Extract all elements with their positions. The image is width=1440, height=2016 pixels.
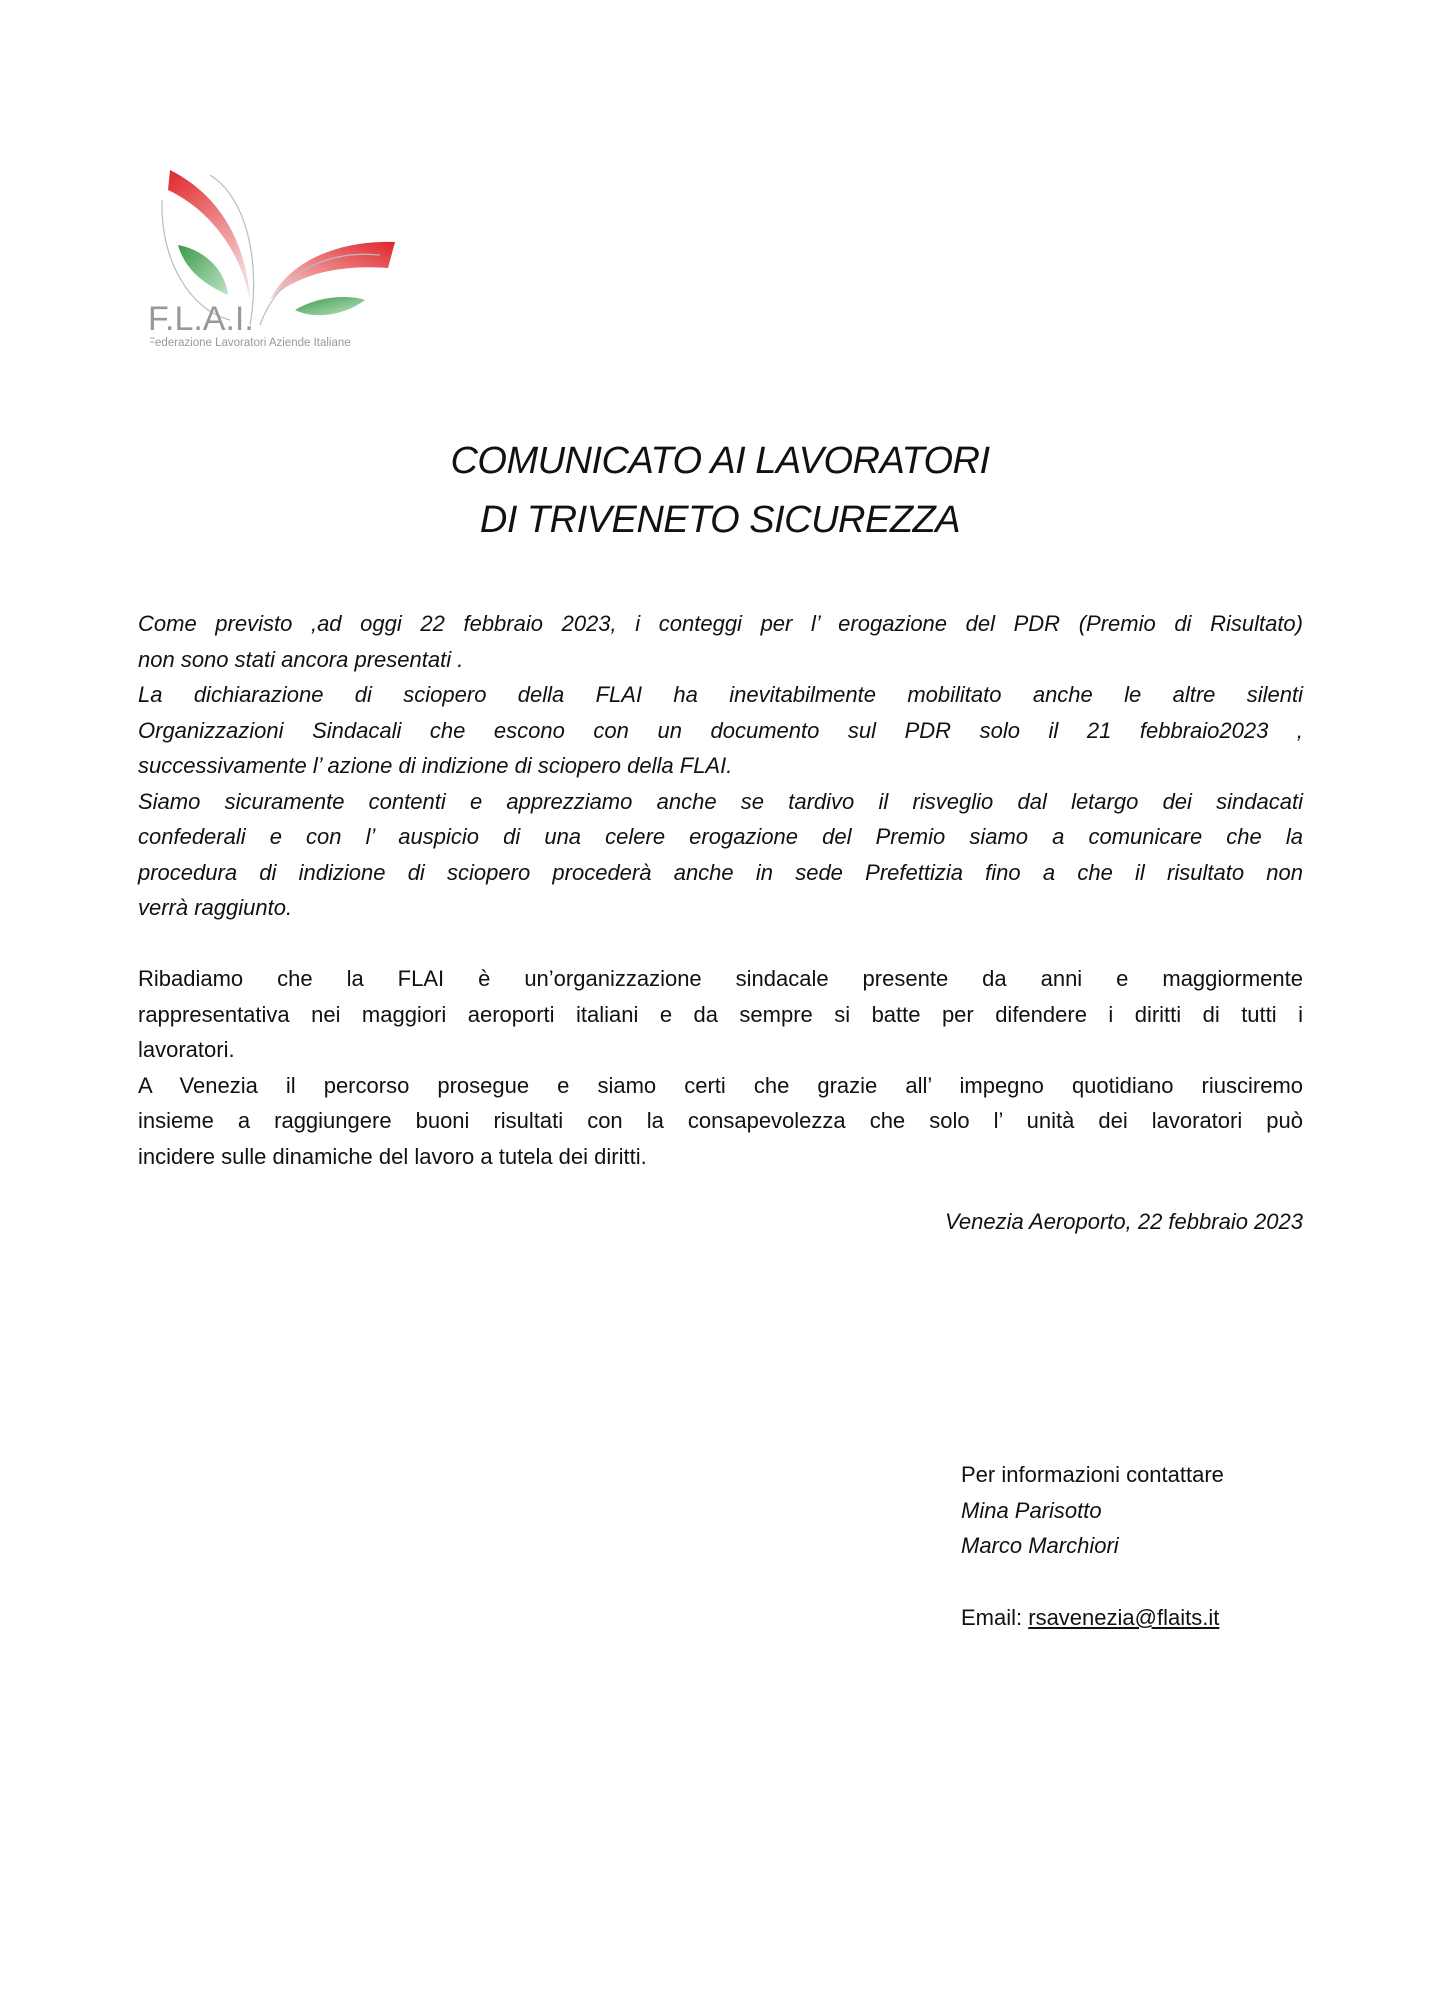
contacts-block [961,1457,1224,1636]
text-line: Organizzazioni Sindacali che escono con un documento sul PDR solo il 21 febbraio2023 , [138,717,1303,743]
text-line: Ribadiamo che la FLAI è un’organizzazione sindacale presente da anni e maggiormente [138,966,1303,991]
title-line-1: COMUNICATO AI LAVORATORI [450,440,990,482]
email-label: Email: [961,1604,1029,1630]
text-line: non sono stati ancora presentati . [138,646,464,672]
paragraph-1 [138,606,1303,926]
title-line-2: DI TRIVENETO SICUREZZA [479,499,961,541]
contact-name: Marco Marchiori [961,1533,1119,1559]
contacts-intro: Per informazioni contattare [961,1462,1224,1487]
text-line: incidere sulle dinamiche del lavoro a tutela dei diritti. [138,1143,647,1169]
document-title [0,432,1440,550]
text-line: La dichiarazione di sciopero della FLAI ha inevitabilmente mobilitato anche le altre silenti [138,682,1303,707]
text-line: lavoratori. [138,1037,235,1062]
text-line: rappresentativa nei maggiori aeroporti italiani e da sempre si batte per difendere i diritti di tutti i [138,1001,1303,1027]
text-line: Come previsto ,ad oggi 22 febbraio 2023, i conteggi per l’ erogazione del PDR (Premio di Risultato) [138,611,1303,636]
logo-fullname: Federazione Lavoratori Aziende Italiane [150,337,351,349]
email-link[interactable]: rsavenezia@flaits.it [1028,1604,1220,1630]
text-line: Siamo sicuramente contenti e apprezziamo anche se tardivo il risveglio dal letargo dei sindacati [138,788,1303,814]
date-line: Venezia Aeroporto, 22 febbraio 2023 [945,1209,1303,1234]
text-line: confederali e con l’ auspicio di una celere erogazione del Premio siamo a comunicare che la [138,824,1303,849]
email-row [961,1600,1224,1636]
text-line: procedura di indizione di sciopero procederà anche in sede Prefettizia fino a che il risultato non [138,859,1303,885]
contact-name: Mina Parisotto [961,1497,1102,1523]
paragraph-2 [138,961,1303,1174]
flai-logo [150,160,412,355]
logo-acronym: F.L.A.I. [150,300,254,338]
text-line: successivamente l’ azione di indizione di sciopero della FLAI. [138,753,733,778]
text-line: verrà raggiunto. [138,895,293,920]
text-line: insieme a raggiungere buoni risultati con la consapevolezza che solo l’ unità dei lavoratori può [138,1108,1303,1133]
text-line: A Venezia il percorso prosegue e siamo certi che grazie all’ impegno quotidiano riusciremo [138,1072,1303,1098]
